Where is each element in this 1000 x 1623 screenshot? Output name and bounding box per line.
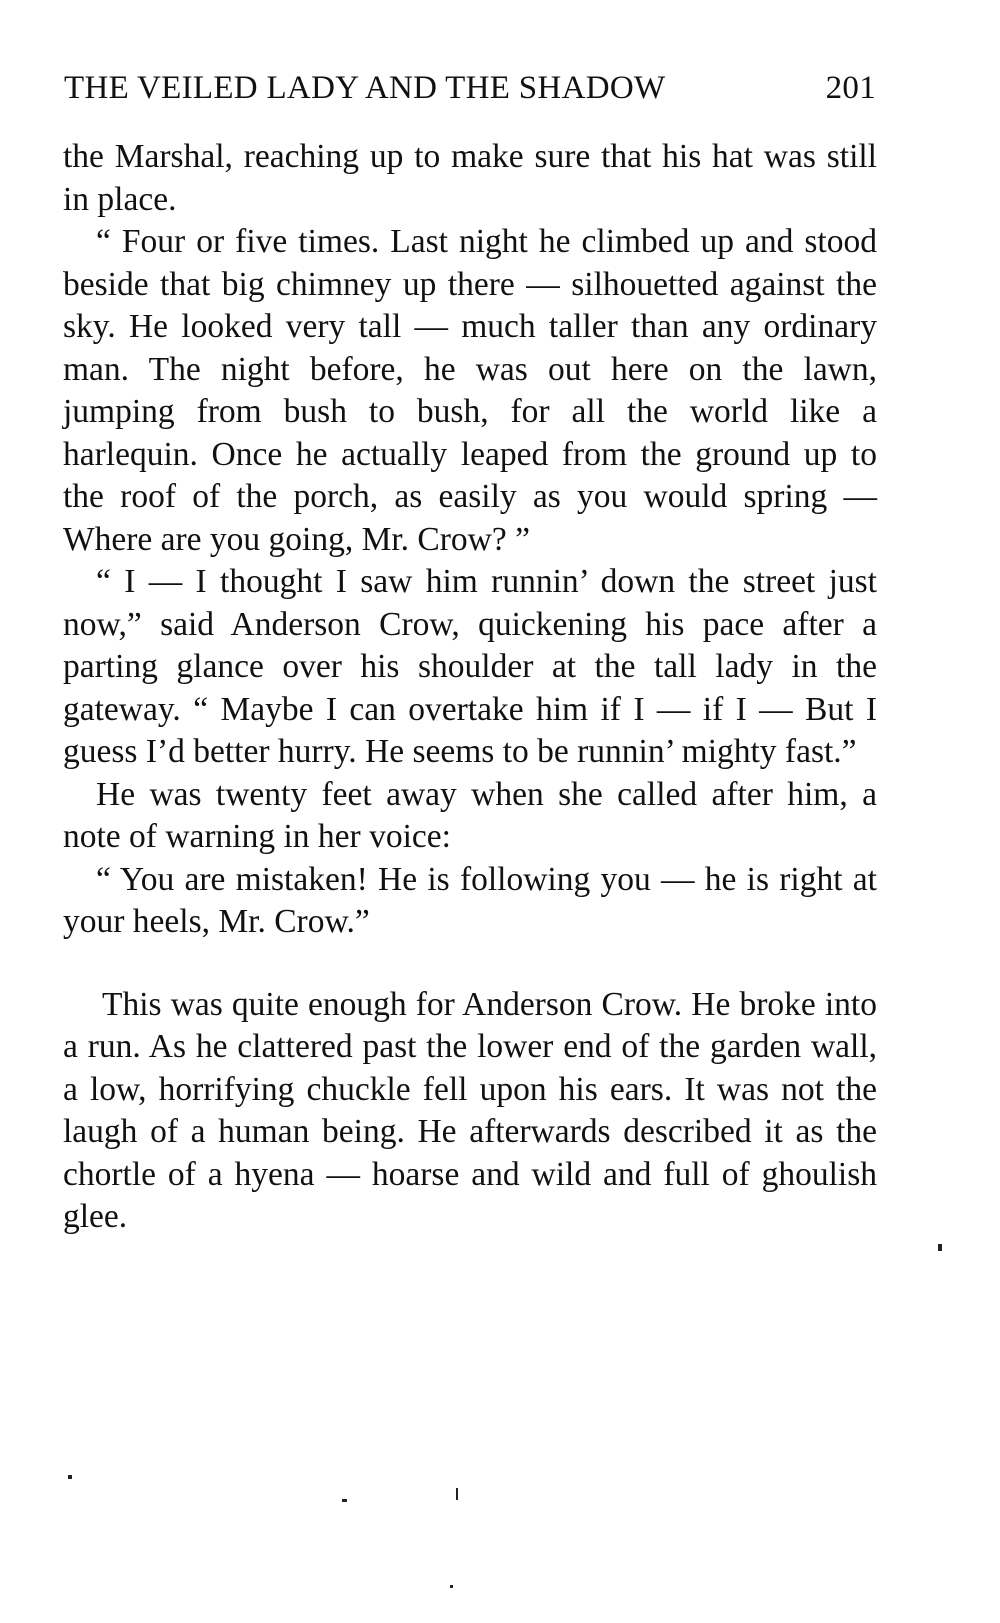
paragraph: This was quite enough for Anderson Crow. He broke into a run. As he clattered past the lower end of the garden wall, a low, horrifying chuckle fell upon his ears. It was not the laugh of a human being. He afterwards described it as the chortle of a hyena — hoarse and wild and full of ghoulish glee. bbox=[63, 985, 877, 1235]
body-text bbox=[63, 136, 877, 1239]
page-number: 201 bbox=[825, 70, 876, 106]
paragraph: “ I — I thought I saw him runnin’ down the street just now,” said Anderson Crow, quickening his pace after a parting glance over his shoulder at the tall lady in the gateway. “ Maybe I can overtake him if I — if I — But I guess I’d better hurry. He seems to be runnin’ mighty fast.” bbox=[63, 563, 877, 770]
running-head bbox=[64, 68, 876, 108]
paragraph: “ Four or five times. Last night he climbed up and stood beside that big chimney up there — silhouetted against the sky. He looked very tall — much taller than any ordinary man. The night before, he was out here on the lawn, jumping from bush to bush, for all the world like a harlequin. Once he actually leaped from the ground up to the roof of the porch, as easily as you would spring — Where are you going, Mr. Crow? ” bbox=[63, 223, 877, 558]
scan-speck bbox=[456, 1488, 458, 1500]
scan-speck bbox=[450, 1585, 453, 1588]
running-title: THE VEILED LADY AND THE SHADOW bbox=[64, 70, 666, 106]
paragraph: He was twenty feet away when she called after him, a note of warning in her voice: bbox=[63, 775, 877, 855]
scan-speck bbox=[342, 1499, 347, 1502]
paragraph: “ You are mistaken! He is following you — he is right at your heels, Mr. Crow.” bbox=[63, 860, 877, 940]
paragraph: the Marshal, reaching up to make sure that his hat was still in place. bbox=[63, 138, 877, 218]
scan-speck bbox=[68, 1475, 72, 1479]
scan-speck bbox=[938, 1244, 942, 1251]
